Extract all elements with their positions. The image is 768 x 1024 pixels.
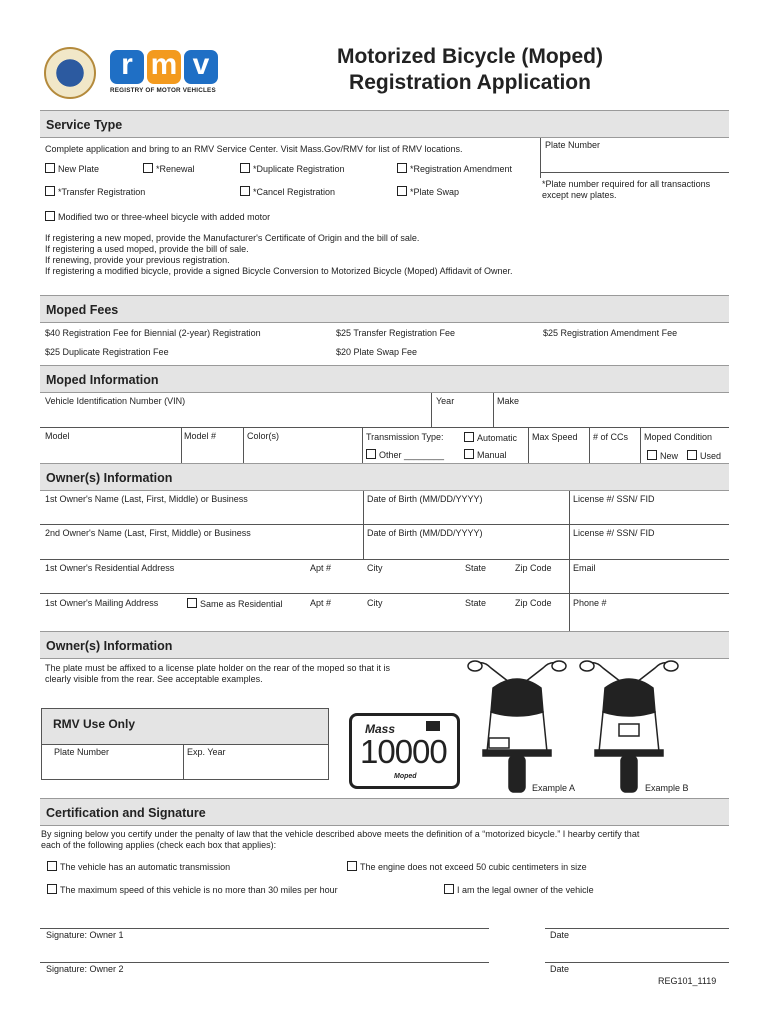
- service-type-heading: Service Type: [40, 110, 729, 138]
- plate-info-heading: Owner(s) Information: [40, 631, 729, 659]
- dob1-label: Date of Birth (MM/DD/YYYY): [367, 494, 483, 504]
- model-number-label: Model #: [184, 431, 217, 441]
- service-intro: Complete application and bring to an RMV Service Center. Visit Mass.Gov/RMV for list of RMV locations.: [45, 144, 463, 154]
- rmv-use-only-box: RMV Use Only Plate Number Exp. Year: [41, 708, 329, 780]
- checkbox[interactable]: [240, 163, 250, 173]
- manual-option[interactable]: Manual: [464, 449, 507, 461]
- fee-duplicate: $25 Duplicate Registration Fee: [45, 347, 169, 357]
- owner1-name-label: 1st Owner's Name (Last, First, Middle) or Business: [45, 494, 248, 504]
- apt2-label: Apt #: [310, 598, 332, 608]
- owner2-name-label: 2nd Owner's Name (Last, First, Middle) or Business: [45, 528, 251, 538]
- new-plate-option[interactable]: New Plate: [45, 163, 99, 175]
- signature-owner2-label: Signature: Owner 2: [46, 964, 124, 974]
- moped-example-b: [580, 661, 678, 792]
- email-label: Email: [573, 563, 596, 573]
- checkbox[interactable]: [143, 163, 153, 173]
- example-a-label: Example A: [532, 783, 576, 793]
- plate-swap-option[interactable]: *Plate Swap: [397, 186, 459, 198]
- make-label: Make: [497, 396, 520, 406]
- form-id: REG101_1119: [658, 976, 717, 986]
- fee-transfer: $25 Transfer Registration Fee: [336, 328, 456, 338]
- city-label: City: [367, 563, 383, 573]
- checkbox[interactable]: [366, 449, 376, 459]
- rmv-plate-number-label: Plate Number: [54, 747, 110, 757]
- new-option[interactable]: New: [647, 450, 678, 462]
- renewal-option[interactable]: *Renewal: [143, 163, 195, 175]
- form-title: Motorized Bicycle (Moped) Registration Application: [336, 45, 604, 94]
- checkbox[interactable]: [647, 450, 657, 460]
- duplicate-option[interactable]: *Duplicate Registration: [240, 163, 345, 175]
- moped-example-a: [468, 661, 566, 792]
- license1-label: License #/ SSN/ FID: [573, 494, 655, 504]
- instructions: If registering a new moped, provide the Manufacturer's Certificate of Origin and the bill of sale. If registering a used moped, provide the bill of sale. If renewing, provide your previous registration. If registering a modified bicycle, provide a signed Bicycle Conversion to Motorized Bicycle (Moped) Affidavit of Owner.: [45, 233, 513, 276]
- date1-label: Date: [550, 930, 570, 940]
- cert-automatic-option[interactable]: The vehicle has an automatic transmission: [47, 861, 230, 873]
- checkbox[interactable]: [687, 450, 697, 460]
- example-b-label: Example B: [645, 783, 689, 793]
- license2-label: License #/ SSN/ FID: [573, 528, 655, 538]
- transfer-option[interactable]: *Transfer Registration: [45, 186, 145, 198]
- rmv-logo: r m v REGISTRY OF MOTOR VEHICLES: [110, 50, 240, 94]
- apt-label: Apt #: [310, 563, 332, 573]
- fee-biennial: $40 Registration Fee for Biennial (2-year) Registration: [45, 328, 261, 338]
- plate-number-label: Plate Number: [545, 140, 601, 150]
- year-label: Year: [436, 396, 455, 406]
- rmv-exp-year-label: Exp. Year: [187, 747, 226, 757]
- state2-label: State: [465, 598, 487, 608]
- checkbox[interactable]: [347, 861, 357, 871]
- condition-label: Moped Condition: [644, 432, 713, 442]
- checkbox[interactable]: [240, 186, 250, 196]
- checkbox[interactable]: [45, 186, 55, 196]
- other-option[interactable]: Other ________: [366, 449, 444, 461]
- state-label: State: [465, 563, 487, 573]
- cert-text: By signing below you certify under the penalty of law that the vehicle described above meets the definition of a “motorized bicycle.” I hearby certify that each of the following applies (check each box that applies):: [41, 829, 640, 850]
- date2-label: Date: [550, 964, 570, 974]
- moped-info-heading: Moped Information: [40, 365, 729, 393]
- phone-label: Phone #: [573, 598, 607, 608]
- cert-engine-option[interactable]: The engine does not exceed 50 cubic centimeters in size: [347, 861, 587, 873]
- fee-amendment: $25 Registration Amendment Fee: [543, 328, 678, 338]
- mail-address-label: 1st Owner's Mailing Address: [45, 598, 159, 608]
- checkbox[interactable]: [45, 163, 55, 173]
- used-option[interactable]: Used: [687, 450, 721, 462]
- max-speed-label: Max Speed: [532, 432, 578, 442]
- plate-instructions: The plate must be affixed to a license plate holder on the rear of the moped so that it is clearly visible from the rear. See acceptable examples.: [45, 663, 391, 684]
- city2-label: City: [367, 598, 383, 608]
- ccs-label: # of CCs: [593, 432, 629, 442]
- cert-owner-option[interactable]: I am the legal owner of the vehicle: [444, 884, 594, 896]
- automatic-option[interactable]: Automatic: [464, 432, 517, 444]
- vin-label: Vehicle Identification Number (VIN): [45, 396, 186, 406]
- res-address-label: 1st Owner's Residential Address: [45, 563, 175, 573]
- moped-illustration: [465, 658, 735, 798]
- checkbox[interactable]: [47, 861, 57, 871]
- plate-note: *Plate number required for all transactions except new plates.: [542, 179, 711, 200]
- cancel-option[interactable]: *Cancel Registration: [240, 186, 335, 198]
- checkbox[interactable]: [444, 884, 454, 894]
- checkbox[interactable]: [464, 432, 474, 442]
- fee-plate-swap: $20 Plate Swap Fee: [336, 347, 418, 357]
- amendment-option[interactable]: *Registration Amendment: [397, 163, 512, 175]
- cert-speed-option[interactable]: The maximum speed of this vehicle is no more than 30 miles per hour: [47, 884, 338, 896]
- state-seal: [44, 47, 96, 99]
- checkbox[interactable]: [47, 884, 57, 894]
- checkbox[interactable]: [187, 598, 197, 608]
- same-as-residential-option[interactable]: Same as Residential: [187, 598, 283, 610]
- checkbox[interactable]: [45, 211, 55, 221]
- transmission-label: Transmission Type:: [366, 432, 444, 442]
- zip2-label: Zip Code: [515, 598, 552, 608]
- dob2-label: Date of Birth (MM/DD/YYYY): [367, 528, 483, 538]
- license-plate-example: Mass 10000 Moped: [349, 713, 460, 789]
- zip-label: Zip Code: [515, 563, 552, 573]
- moped-fees-heading: Moped Fees: [40, 295, 729, 323]
- owners-info-heading: Owner(s) Information: [40, 463, 729, 491]
- model-label: Model: [45, 431, 70, 441]
- colors-label: Color(s): [247, 431, 280, 441]
- checkbox[interactable]: [464, 449, 474, 459]
- modified-option[interactable]: Modified two or three-wheel bicycle with added motor: [45, 211, 270, 223]
- certification-heading: Certification and Signature: [40, 798, 729, 826]
- signature-owner1-label: Signature: Owner 1: [46, 930, 124, 940]
- checkbox[interactable]: [397, 163, 407, 173]
- checkbox[interactable]: [397, 186, 407, 196]
